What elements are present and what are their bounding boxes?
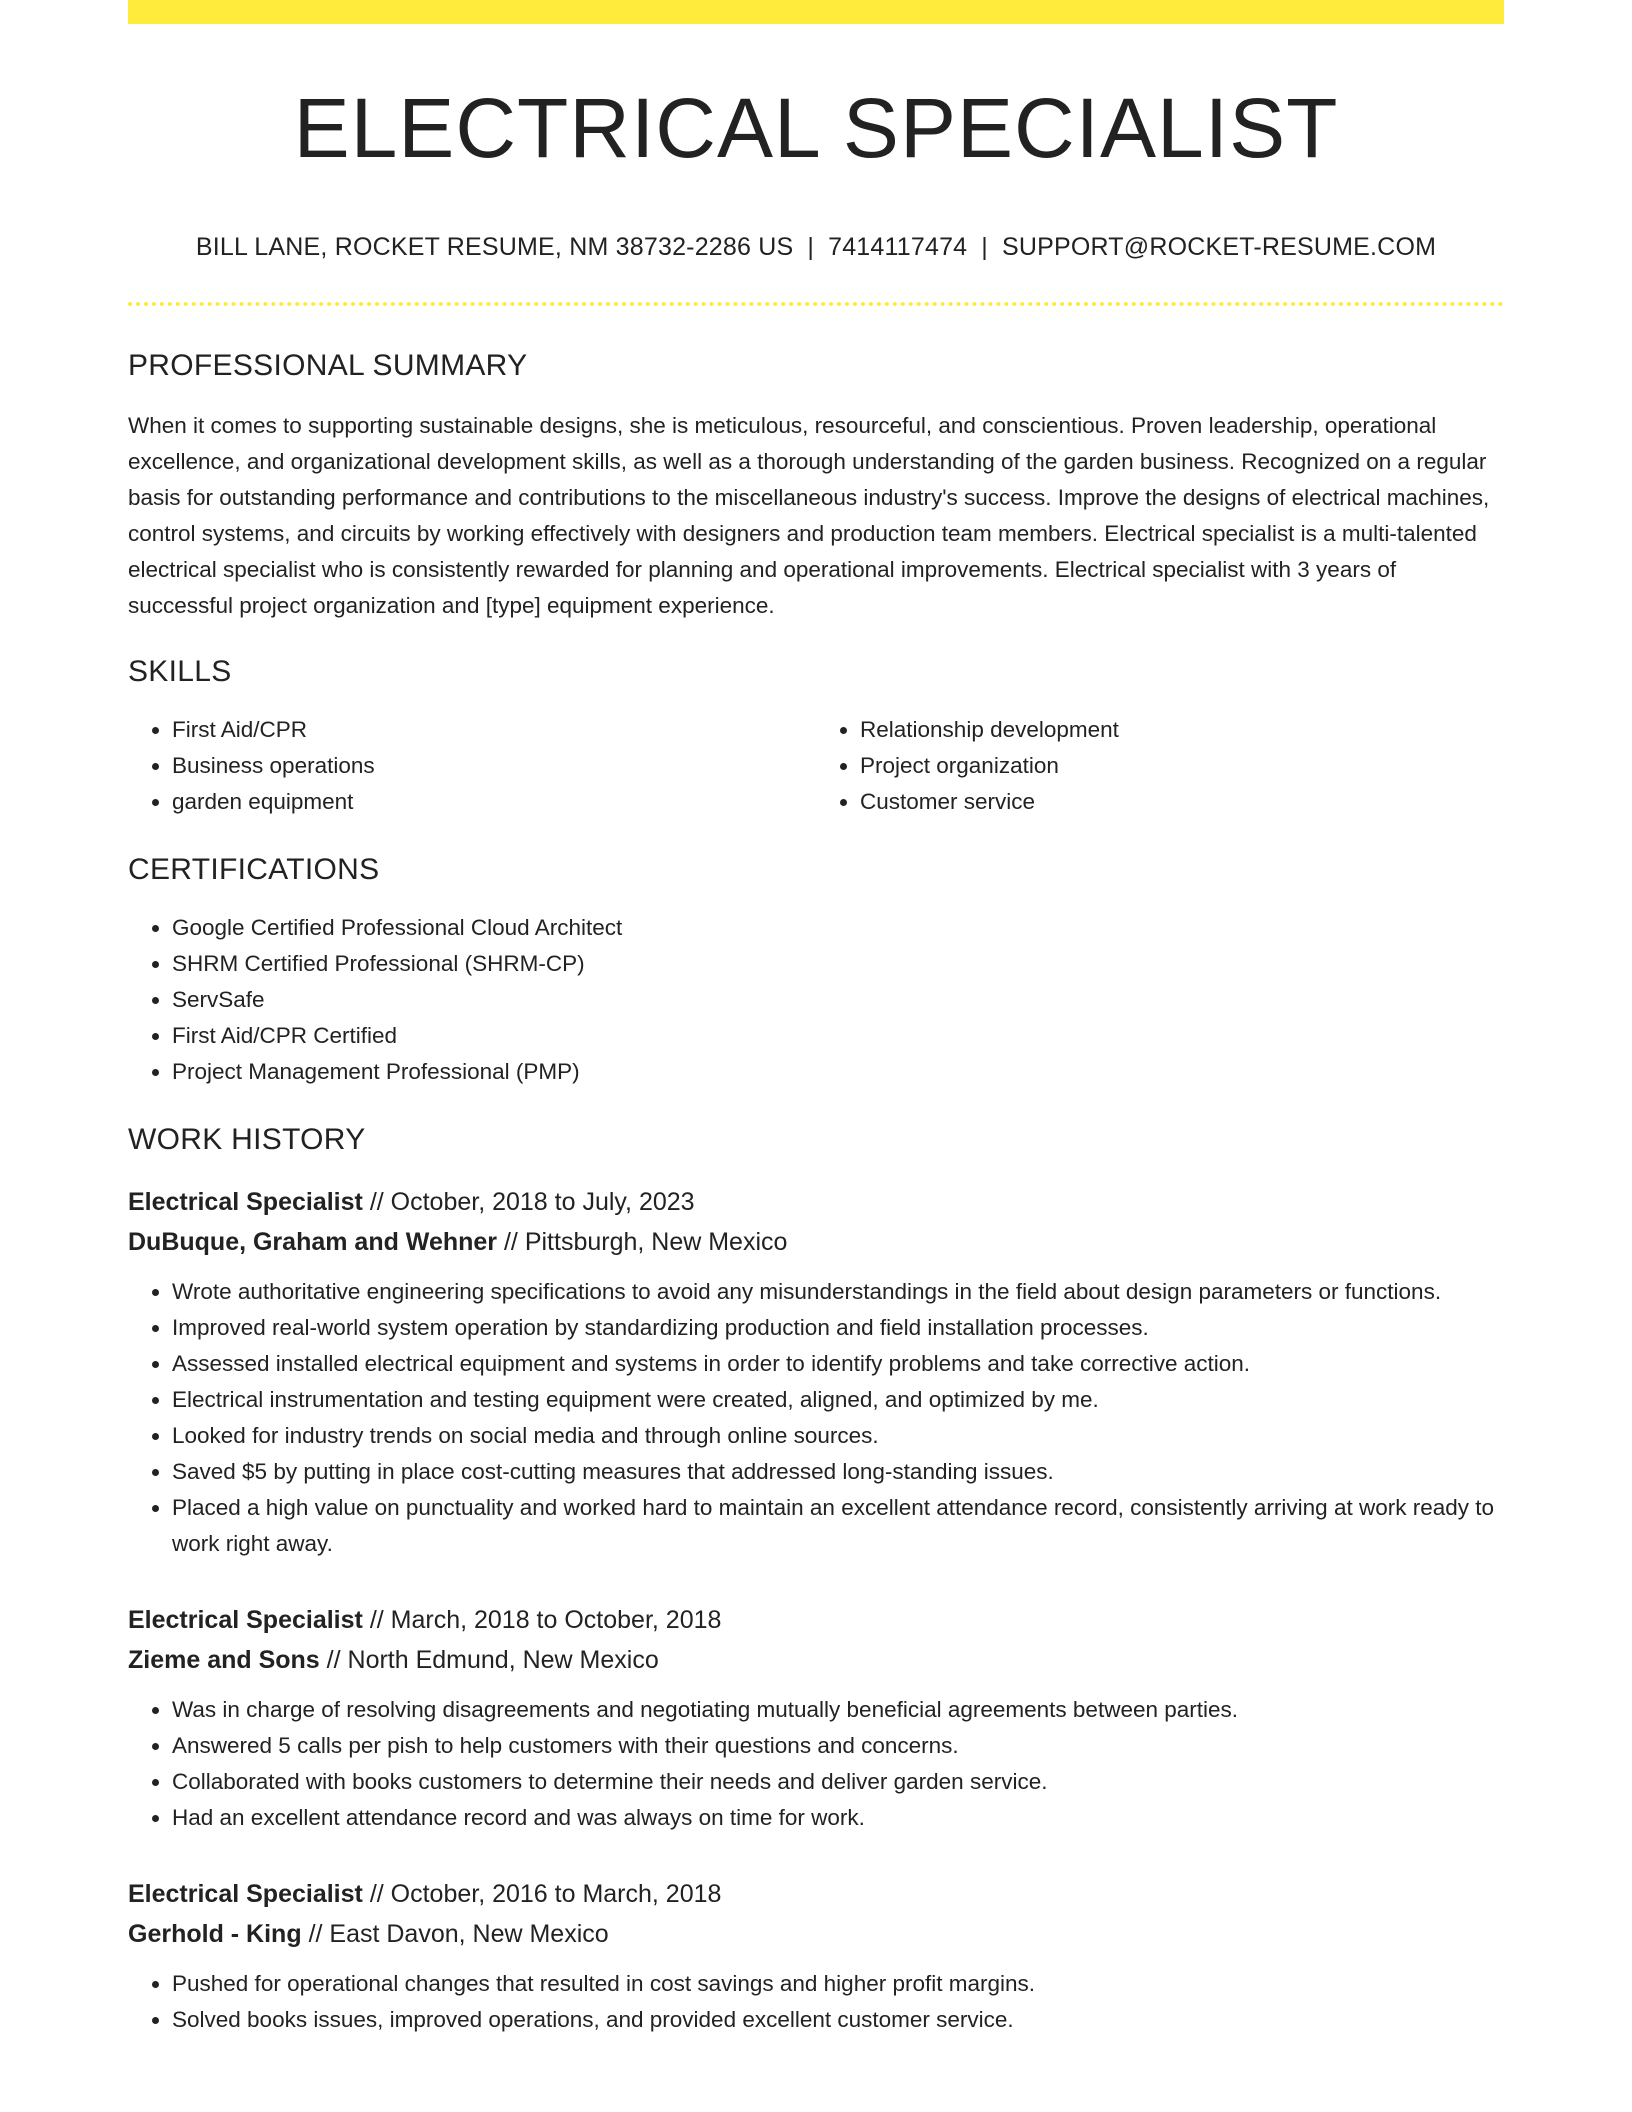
skill-item: • Customer service	[860, 784, 1504, 820]
job-bullets	[128, 1274, 1504, 1562]
job-entry	[128, 1600, 1504, 1836]
skill-item: • Project organization	[860, 748, 1504, 784]
contact-separator: |	[807, 233, 815, 262]
contact-separator: |	[981, 233, 988, 262]
skill-item: • First Aid/CPR	[172, 712, 816, 748]
job-role: Electrical Specialist	[128, 1188, 363, 1217]
job-bullet: • Collaborated with books customers to determine their needs and deliver garden service.	[172, 1764, 1504, 1800]
job-location: // East Davon, New Mexico	[308, 1920, 609, 1949]
skills-heading: SKILLS	[128, 655, 232, 689]
certification-item: • First Aid/CPR Certified	[172, 1018, 1504, 1054]
job-bullets	[128, 1692, 1504, 1836]
dotted-divider	[128, 302, 1504, 306]
skills-column-left	[128, 712, 816, 820]
job-bullet: • Placed a high value on punctuality and worked hard to maintain an excellent attendance record, consistently arriving at work ready to work right away.	[172, 1490, 1504, 1562]
job-location: // Pittsburgh, New Mexico	[503, 1228, 788, 1257]
skills-list	[128, 712, 1504, 820]
job-bullet: • Was in charge of resolving disagreements and negotiating mutually beneficial agreements between parties.	[172, 1692, 1504, 1728]
job-bullet: • Answered 5 calls per pish to help customers with their questions and concerns.	[172, 1728, 1504, 1764]
skills-column-right	[816, 712, 1504, 820]
certifications-list	[128, 910, 1504, 1090]
skill-item: • Relationship development	[860, 712, 1504, 748]
job-bullet: • Solved books issues, improved operations, and provided excellent customer service.	[172, 2002, 1504, 2038]
job-title-line	[128, 1874, 1504, 1914]
job-role: Electrical Specialist	[128, 1880, 363, 1909]
contact-address: BILL LANE, ROCKET RESUME, NM 38732-2286 US	[195, 233, 794, 262]
certification-item: • SHRM Certified Professional (SHRM-CP)	[172, 946, 1504, 982]
job-bullet: • Saved $5 by putting in place cost-cutting measures that addressed long-standing issues.	[172, 1454, 1504, 1490]
contact-email[interactable]: SUPPORT@ROCKET-RESUME.COM	[1001, 233, 1437, 262]
job-dates: // March, 2018 to October, 2018	[369, 1606, 722, 1635]
resume-title: ELECTRICAL SPECIALIST	[293, 81, 1339, 175]
job-bullet: • Pushed for operational changes that resulted in cost savings and higher profit margins.	[172, 1966, 1504, 2002]
certifications-heading: CERTIFICATIONS	[128, 853, 380, 887]
job-dates: // October, 2018 to July, 2023	[369, 1188, 695, 1217]
job-title-line	[128, 1182, 1504, 1222]
certification-item: • ServSafe	[172, 982, 1504, 1018]
job-company-line	[128, 1914, 1504, 1954]
skill-item: • garden equipment	[172, 784, 816, 820]
summary-heading: PROFESSIONAL SUMMARY	[128, 349, 528, 383]
job-entry	[128, 1182, 1504, 1562]
job-title-line	[128, 1600, 1504, 1640]
job-company: Gerhold - King	[128, 1920, 302, 1949]
job-company: DuBuque, Graham and Wehner	[128, 1228, 498, 1257]
certification-item: • Google Certified Professional Cloud Architect	[172, 910, 1504, 946]
job-company-line	[128, 1640, 1504, 1680]
job-company-line	[128, 1222, 1504, 1262]
resume-page	[128, 0, 1504, 2038]
top-accent-bar	[128, 0, 1504, 24]
skill-item: • Business operations	[172, 748, 816, 784]
job-entry	[128, 1874, 1504, 2038]
job-dates: // October, 2016 to March, 2018	[369, 1880, 722, 1909]
job-location: // North Edmund, New Mexico	[326, 1646, 659, 1675]
job-bullets	[128, 1966, 1504, 2038]
contact-phone: 7414117474	[828, 233, 968, 262]
job-bullet: • Electrical instrumentation and testing equipment were created, aligned, and optimized by me.	[172, 1382, 1504, 1418]
job-role: Electrical Specialist	[128, 1606, 363, 1635]
certification-item: • Project Management Professional (PMP)	[172, 1054, 1504, 1090]
summary-text: When it comes to supporting sustainable designs, she is meticulous, resourceful, and conscientious. Proven leadership, operational excellence, and organizational development skills, as well as a thorough understanding of the garden business. Recognized on a regular basis for outstanding performance and contributions to the miscellaneous industry's success. Improve the designs of electrical machines, control systems, and circuits by working effectively with designers and production team members. Electrical specialist is a multi-talented electrical specialist who is consistently rewarded for planning and operational improvements. Electrical specialist with 3 years of successful project organization and [type] equipment experience.	[128, 413, 1490, 619]
contact-line	[128, 232, 1504, 262]
job-bullet: • Wrote authoritative engineering specifications to avoid any misunderstandings in the field about design parameters or functions.	[172, 1274, 1504, 1310]
job-company: Zieme and Sons	[128, 1646, 320, 1675]
job-bullet: • Assessed installed electrical equipment and systems in order to identify problems and take corrective action.	[172, 1346, 1504, 1382]
job-bullet: • Looked for industry trends on social media and through online sources.	[172, 1418, 1504, 1454]
job-bullet: • Improved real-world system operation by standardizing production and field installation processes.	[172, 1310, 1504, 1346]
work-history-heading: WORK HISTORY	[128, 1123, 366, 1157]
job-bullet: • Had an excellent attendance record and was always on time for work.	[172, 1800, 1504, 1836]
